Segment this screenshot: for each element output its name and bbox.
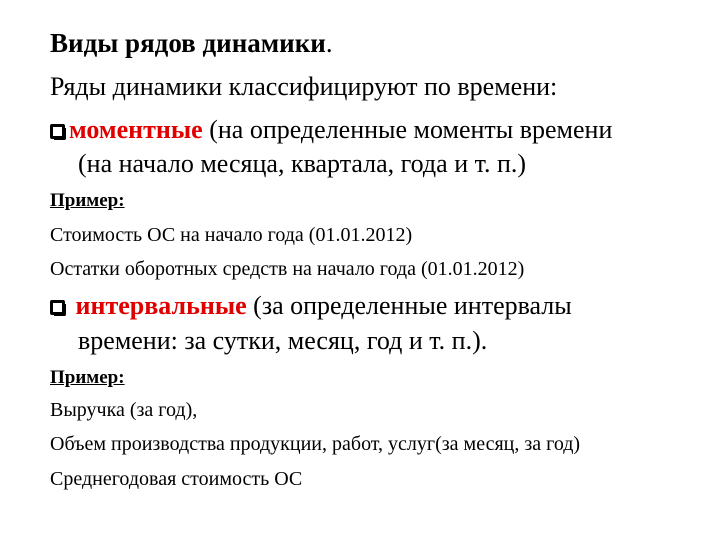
checkbox-square-icon <box>50 124 65 139</box>
interval-example-1: Выручка (за год), <box>50 399 198 421</box>
interval-example-label: Пример: <box>50 367 125 388</box>
bullet-interval <box>50 293 572 319</box>
moment-example-label: Пример: <box>50 190 125 211</box>
moment-term: моментные <box>69 115 203 144</box>
title-text: Виды рядов динамики <box>50 28 326 58</box>
moment-example-2: Остатки оборотных средств на начало года (01.01.2012) <box>50 258 525 280</box>
checkbox-square-icon <box>50 300 65 315</box>
moment-desc-continued: (на начало месяца, квартала, года и т. п.) <box>78 149 527 178</box>
bullet-moment <box>50 117 612 143</box>
slide-title <box>50 30 333 57</box>
interval-desc-continued: времени: за сутки, месяц, год и т. п.). <box>78 326 488 355</box>
title-dot: . <box>325 28 333 58</box>
moment-example-1: Стоимость ОС на начало года (01.01.2012) <box>50 224 413 246</box>
interval-desc: (за определенные интервалы <box>246 291 572 320</box>
interval-example-3: Среднегодовая стоимость ОС <box>50 468 303 490</box>
interval-example-2: Объем производства продукции, работ, услуг(за месяц, за год) <box>50 433 581 455</box>
interval-term: интервальные <box>75 291 247 320</box>
moment-desc: (на определенные моменты времени <box>202 115 613 144</box>
intro-text: Ряды динамики классифицируют по времени: <box>50 72 558 101</box>
